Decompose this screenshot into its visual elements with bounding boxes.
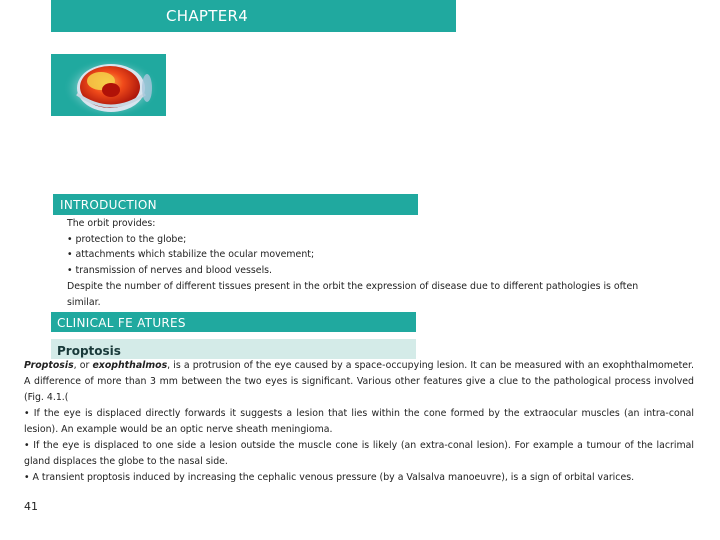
eye-cross-section-icon	[51, 54, 166, 116]
introduction-heading-bar	[53, 194, 418, 215]
clinical-features-heading: CLINICAL FE ATURES	[57, 316, 186, 330]
bullet-transient-proptosis: • A transient proptosis induced by increasing the cephalic venous pressure (by a Valsalva manoeuvre), is a sign of orbital varices.	[24, 472, 635, 483]
chapter-title-bar	[51, 0, 456, 32]
clinical-features-heading-bar	[51, 312, 416, 332]
proptosis-subheading: Proptosis	[57, 344, 121, 358]
intro-line: similar.	[67, 296, 101, 308]
bullet-side-displacement: • If the eye is displaced to one side a lesion outside the muscle cone is likely (an extra-conal lesion). For example a tumour of the lacrimal gland displaces the globe to the nasal side.	[24, 440, 694, 467]
introduction-heading: INTRODUCTION	[60, 198, 157, 212]
term-exophthalmos: exophthalmos	[92, 360, 168, 371]
intro-line: The orbit provides:	[67, 218, 156, 229]
intro-bullet: • transmission of nerves and blood vessels.	[67, 265, 273, 277]
intro-line: Despite the number of different tissues present in the orbit the expression of disease due to different pathologies is often	[67, 280, 639, 292]
intro-bullet: • attachments which stabilize the ocular movement;	[67, 249, 315, 261]
introduction-text	[67, 216, 687, 310]
bullet-forward-displacement: • If the eye is displaced directly forwards it suggests a lesion that lies within the cone formed by the extraocular muscles (an intra-conal lesion). An example would be an optic nerve sheath meningioma.	[24, 408, 694, 435]
chapter-title: CHAPTER4	[166, 7, 249, 25]
definition-text: , is a protrusion of the eye caused by a space-occupying lesion. It can be measured with an exophthalmometer. A difference of more than 3 mm between the two eyes is significant. Various other features give a clue to the pathological process involved (Fig. 4.1.(	[24, 360, 695, 403]
proptosis-subheading-bar	[51, 339, 416, 359]
eye-illustration	[51, 54, 166, 116]
term-proptosis: Proptosis	[24, 360, 74, 371]
page-number: 41	[24, 500, 38, 513]
intro-bullet: • protection to the globe;	[67, 233, 187, 245]
proptosis-definition	[24, 358, 694, 406]
clinical-body-text	[24, 358, 694, 486]
term-or: , or	[73, 360, 90, 371]
